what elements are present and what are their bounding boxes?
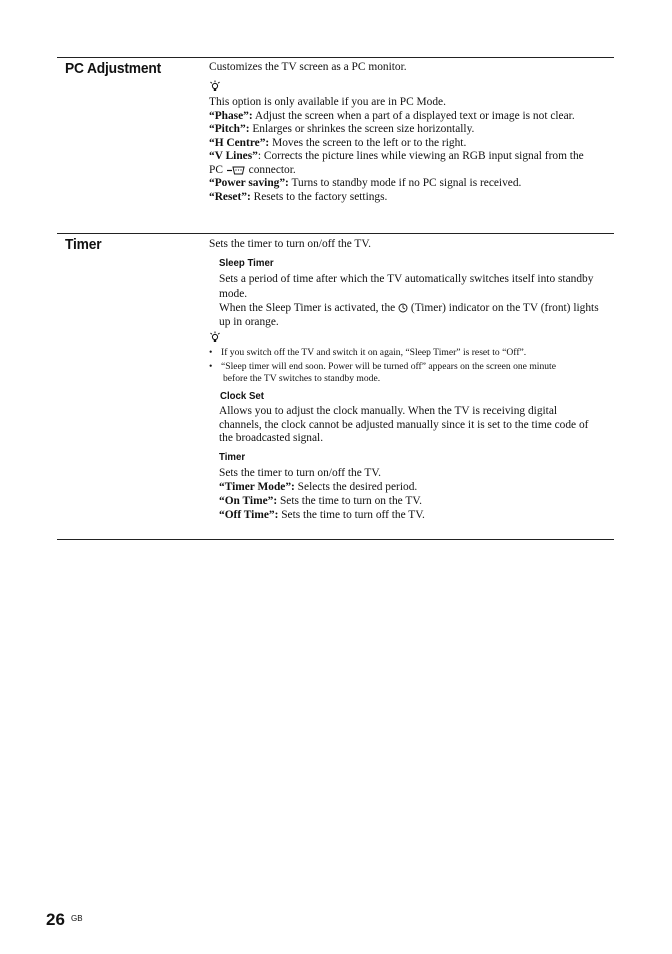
pc-intro: Customizes the TV screen as a PC monitor. [209,61,407,73]
pc-note: This option is only available if you are in PC Mode. [209,96,446,108]
timer-clock-icon [398,303,408,313]
pc-item-h-centre: “H Centre”: Moves the screen to the left or to the right. [209,137,467,149]
pc-adjustment-heading: PC Adjustment [65,60,162,77]
hint-bulb-icon [209,80,221,92]
sleep-timer-title: Sleep Timer [219,257,274,269]
pc-item-power-saving: “Power saving”: Turns to standby mode if no PC signal is received. [209,177,522,189]
sleep-timer-line3: When the Sleep Timer is activated, the (Timer) indicator on the TV (front) lights [219,302,599,314]
sleep-timer-line2: mode. [219,288,248,300]
bottom-rule [57,539,614,540]
clock-set-line3: the broadcasted signal. [219,432,324,444]
timer-sub-title: Timer [219,451,246,463]
pc-input-connector-icon [226,165,246,176]
timer-heading: Timer [65,236,102,253]
bullet-mark: • [209,347,213,358]
timer-sub-intro: Sets the timer to turn on/off the TV. [219,467,381,479]
sleep-note-2: “Sleep timer will end soon. Power will be turned off” appears on the screen one minute [221,361,556,372]
timer-item-off-time: “Off Time”: Sets the time to turn off the TV. [219,509,425,521]
timer-item-mode: “Timer Mode”: Selects the desired period. [219,481,418,493]
sleep-timer-line4: up in orange. [219,316,279,328]
section-divider [57,233,614,234]
top-rule [57,57,614,58]
pc-item-reset: “Reset”: Resets to the factory settings. [209,191,388,203]
timer-item-on-time: “On Time”: Sets the time to turn on the TV. [219,495,422,507]
sleep-note-1: If you switch off the TV and switch it on again, “Sleep Timer” is reset to “Off”. [221,347,527,358]
pc-item-v-lines-cont: PC connector. [209,164,296,176]
pc-item-pitch: “Pitch”: Enlarges or shrinkes the screen size horizontally. [209,123,475,135]
sleep-note-2-cont: before the TV switches to standby mode. [223,373,381,384]
bullet-mark: • [209,361,213,372]
hint-bulb-icon [209,331,221,343]
clock-set-line2: channels, the clock cannot be adjusted manually since it is set to the time code of [219,419,589,431]
sleep-timer-line1: Sets a period of time after which the TV automatically switches itself into standby [219,273,594,285]
pc-item-phase: “Phase”: Adjust the screen when a part of a displayed text or image is not clear. [209,110,575,122]
region-code: GB [71,914,83,923]
page-number: 26 [46,910,65,929]
timer-intro: Sets the timer to turn on/off the TV. [209,238,371,250]
clock-set-title: Clock Set [220,390,265,402]
pc-item-v-lines: “V Lines”: Corrects the picture lines while viewing an RGB input signal from the [209,150,584,162]
clock-set-line1: Allows you to adjust the clock manually. When the TV is receiving digital [219,405,558,417]
